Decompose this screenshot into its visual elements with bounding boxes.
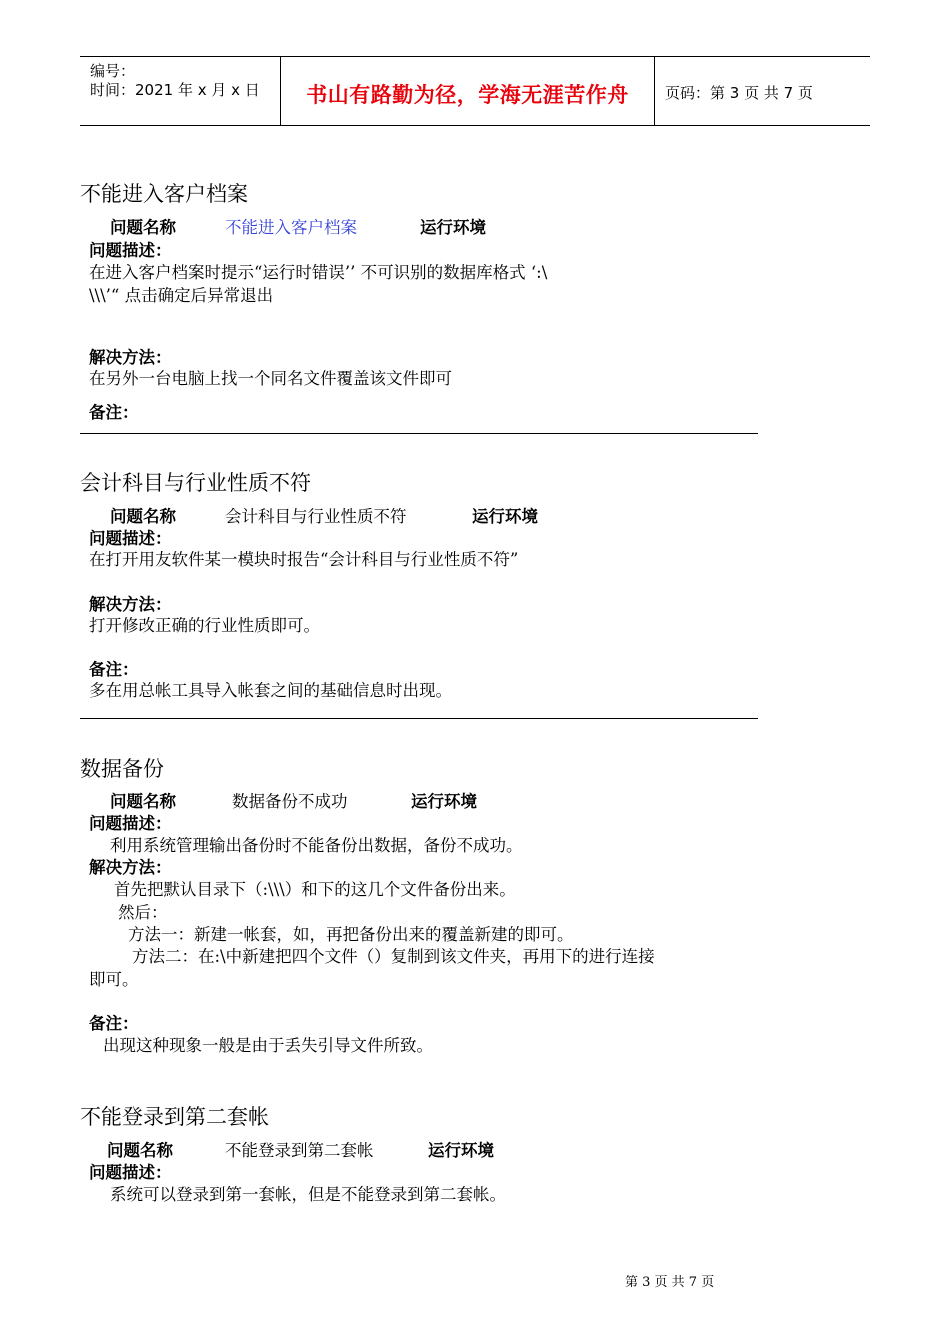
description-label: 问题描述：: [89, 241, 172, 260]
description-line: 在打开用友软件某一模块时报告“会计科目与行业性质不符”: [89, 550, 519, 569]
description-label: 问题描述：: [89, 1163, 172, 1182]
header-info-cell: [80, 57, 281, 125]
problem-name-label: 问题名称: [110, 507, 176, 526]
problem-name-value: 不能登录到第二套帐: [225, 1141, 374, 1160]
problem-name-label: 问题名称: [110, 218, 176, 237]
solution-line: 首先把默认目录下（:\\\）和下的这几个文件备份出来。: [114, 880, 516, 899]
description-line: 利用系统管理输出备份时不能备份出数据，备份不成功。: [110, 836, 523, 855]
problem-name-label: 问题名称: [110, 792, 176, 811]
problem-name-value: 数据备份不成功: [232, 792, 348, 811]
section-divider: [80, 718, 758, 719]
document-number-label: 编号：: [90, 62, 136, 80]
note-line: 多在用总帐工具导入帐套之间的基础信息时出现。: [89, 681, 452, 700]
runtime-env-label: 运行环境: [420, 218, 486, 237]
document-time-label: 时间：2021 年 x 月 x 日: [90, 81, 260, 99]
problem-name-value: 会计科目与行业性质不符: [225, 507, 407, 526]
runtime-env-label: 运行环境: [428, 1141, 494, 1160]
header-motto-cell: [281, 57, 655, 125]
section-title: 不能登录到第二套帐: [80, 1105, 269, 1129]
solution-line: 然后：: [118, 903, 168, 922]
note-label: 备注：: [89, 660, 139, 679]
page-footer: 第 3 页 共 7 页: [625, 1275, 715, 1290]
problem-name-value: 不能进入客户档案: [225, 218, 357, 237]
solution-label: 解决方法：: [89, 595, 172, 614]
runtime-env-label: 运行环境: [411, 792, 477, 811]
section-title: 会计科目与行业性质不符: [80, 471, 311, 495]
description-label: 问题描述：: [89, 529, 172, 548]
solution-line: 方法一：新建一帐套，如，再把备份出来的覆盖新建的即可。: [128, 925, 574, 944]
problem-name-label: 问题名称: [107, 1141, 173, 1160]
section-title: 不能进入客户档案: [80, 182, 248, 206]
note-label: 备注：: [89, 403, 139, 422]
section-divider: [80, 433, 758, 434]
note-line: 出现这种现象一般是由于丢失引导文件所致。: [103, 1036, 433, 1055]
note-label: 备注：: [89, 1014, 139, 1033]
description-line: 在进入客户档案时提示“运行时错误’’ 不可识别的数据库格式 ‘:\: [89, 263, 548, 282]
solution-line: 在另外一台电脑上找一个同名文件覆盖该文件即可: [89, 369, 452, 388]
header-motto: 书山有路勤为径，学海无涯苦作舟: [306, 82, 629, 107]
header-page-cell: [655, 57, 870, 125]
description-line: \\\’“ 点击确定后异常退出: [89, 286, 274, 305]
page-header: [80, 56, 870, 126]
runtime-env-label: 运行环境: [472, 507, 538, 526]
solution-line: 即可。: [89, 970, 139, 989]
solution-label: 解决方法：: [89, 858, 172, 877]
section-title: 数据备份: [80, 757, 164, 781]
description-line: 系统可以登录到第一套帐，但是不能登录到第二套帐。: [110, 1185, 506, 1204]
solution-line: 方法二：在:\中新建把四个文件（）复制到该文件夹，再用下的进行连接: [132, 947, 655, 966]
solution-label: 解决方法：: [89, 348, 172, 367]
description-label: 问题描述：: [89, 814, 172, 833]
header-page-label: 页码：第 3 页 共 7 页: [665, 84, 813, 102]
solution-line: 打开修改正确的行业性质即可。: [89, 616, 320, 635]
